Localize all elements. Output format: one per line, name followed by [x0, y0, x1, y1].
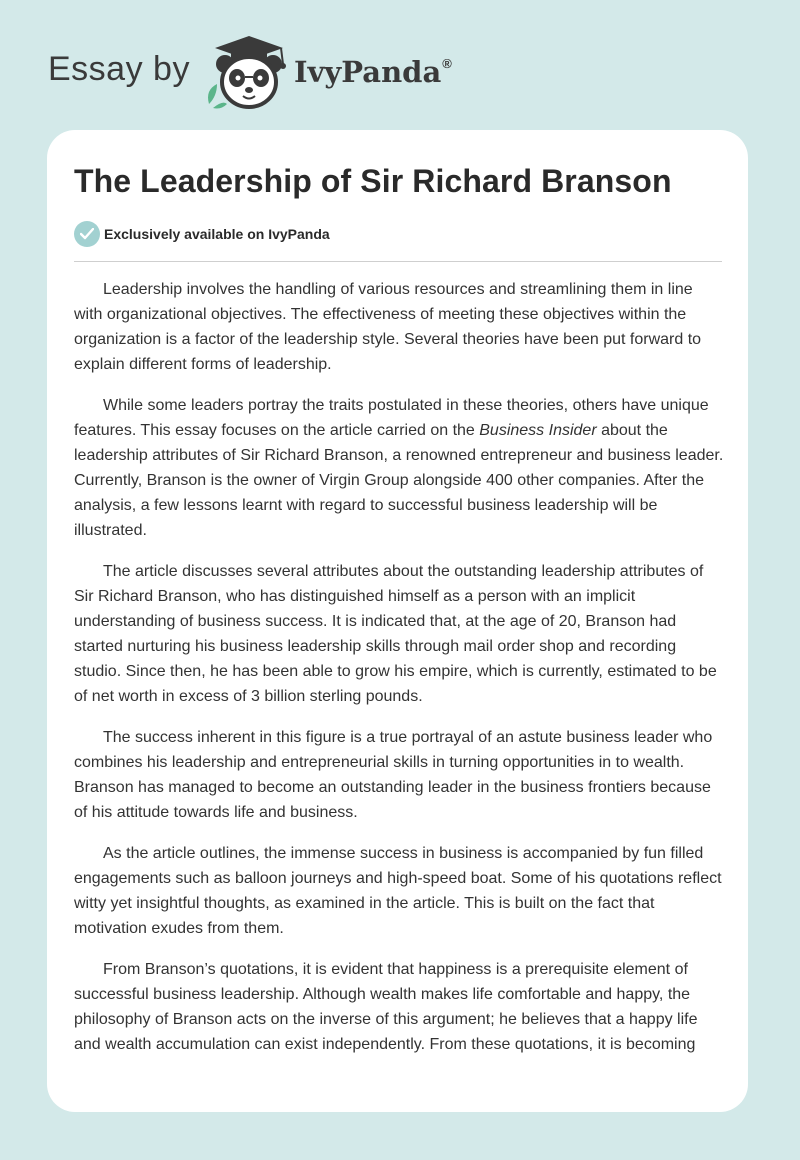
paragraph-3: The article discusses several attributes about the outstanding leadership attributes of Sir Richard Branson, who has distinguished himself as a person with an implicit understanding of business success. It is indicated that, at the age of 20, Branson had started nurturing his business leadership skills through mail order shop and recording studio. Since then, he has been able to grow his empire, which is currently, estimated to be of net worth in excess of 3 billion sterling pounds.	[74, 563, 717, 705]
essay-body	[74, 277, 724, 1073]
exclusive-badge-label: Exclusively available on IvyPanda	[104, 226, 330, 242]
check-circle-icon	[74, 221, 100, 247]
publication-name: Business Insider	[479, 422, 597, 439]
panda-graduate-icon[interactable]	[203, 34, 293, 110]
ivypanda-logo-text[interactable]: IvyPanda®	[294, 55, 452, 89]
site-header	[48, 34, 748, 110]
paragraph-5: As the article outlines, the immense success in business is accompanied by fun filled engagements such as balloon journeys and high-speed boat. Some of his quotations reflect witty yet insightful thoughts, as examined in the article. This is built on the fact that motivation exudes from them.	[74, 845, 722, 937]
paragraph-2: While some leaders portray the traits postulated in these theories, others have unique features. This essay focuses on the article carried on the Business Insider about the leadership attributes of Sir Richard Branson, a renowned entrepreneur and business leader. Currently, Branson is the owner of Virgin Group alongside 400 other companies. After the analysis, a few lessons learnt with regard to successful business leadership will be illustrated.	[74, 397, 724, 539]
paragraph-1: Leadership involves the handling of various resources and streamlining them in line with organizational objectives. The effectiveness of meeting these objectives within the organization is a factor of the leadership style. Several theories have been put forward to explain different forms of leadership.	[74, 281, 702, 373]
paragraph-6: From Branson’s quotations, it is evident that happiness is a prerequisite element of successful business leadership. Although wealth makes life comfortable and happy, the philosophy of Branson acts on the inverse of this argument; he believes that a happy life and wealth accumulation can exist independently. From these quotations, it is becoming	[74, 961, 698, 1053]
exclusive-badge	[74, 221, 474, 247]
page-title: The Leadership of Sir Richard Branson	[74, 163, 672, 199]
essay-by-label: Essay by	[48, 50, 190, 88]
paragraph-4: The success inherent in this figure is a true portrayal of an astute business leader who combines his leadership and entrepreneurial skills in turning opportunities in to wealth. Branson has managed to become an outstanding leader in the business frontiers because of his attitude towards life and business.	[74, 729, 713, 821]
essay-card	[47, 130, 748, 1112]
divider	[74, 261, 722, 262]
